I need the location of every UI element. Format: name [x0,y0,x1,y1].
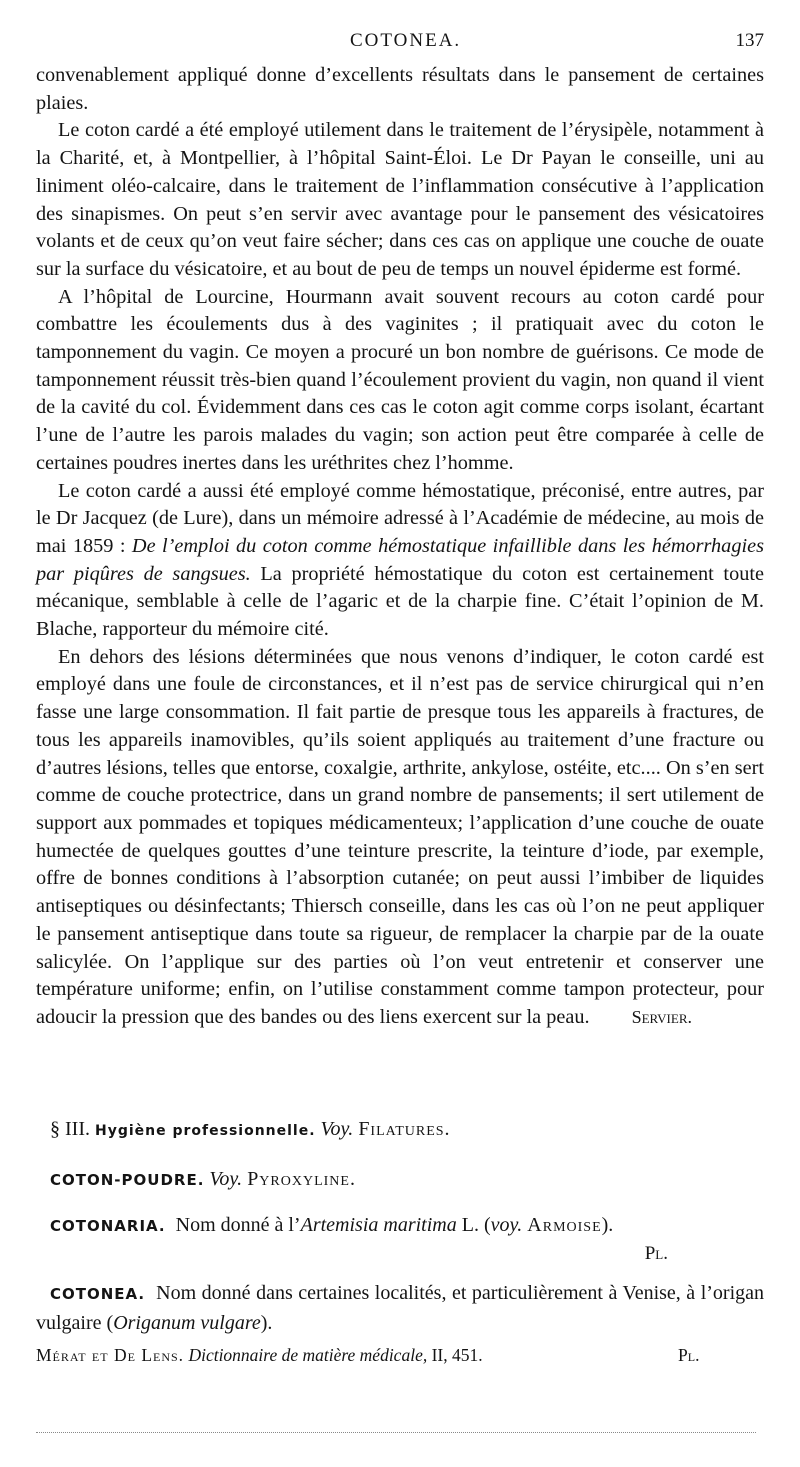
running-title: COTONEA. [350,30,462,51]
cross-reference: Filatures. [358,1118,451,1140]
section-title: Hygiène professionnelle. [94,1123,316,1139]
paragraph-4-intro: Le coton cardé a aussi été employé comme hémostatique, préconisé, entre autres, par le Dr Jacquez (de Lure), dans un mémoire adressé à l’Académie de médecine, au mois de mai 1859 : [36,479,764,557]
author-signature: Servier. [631,1006,692,1027]
paragraph-3: A l’hôpital de Lourcine, Hourmann avait souvent recours au coton cardé pour combattre les écoulements dus à des vaginites ; il pratiquait avec du coton le tamponnement du vagin. Ce moyen a procuré un bon nombre de guérisons. Ce mode de tamponnement réussit très-bien quand l’écoulement provient du vagin, non quand il vient de la cavité du col. Évidemment dans ces cas le coton agit comme corps isolant, écartant l’une de l’autre les parois malades du vagin; son action peut être comparée à celle de certaines poudres inertes dans les uréthrites chez l’homme. [36,285,764,474]
paragraph-2: Le coton cardé a été employé utilement dans le traitement de l’érysipèle, notamment à la Charité, et, à Montpellier, à l’hôpital Saint-Éloi. Le Dr Payan le conseille, uni au liniment oléo-calcaire, dans le traitement de l’inflammation consécutive à l’application des sinapismes. On peut s’en servir avec avantage pour le pansement des vésicatoires volants et de ceux qu’on veut faire sécher; dans ces cas on applique une couche de ouate sur la surface du vésicatoire, et au bout de peu de temps un nouvel épiderme est formé. [36,119,764,280]
entry-cotonea [36,1279,764,1338]
paragraph-5-text: En dehors des lésions déterminées que nous venons d’indiquer, le coton cardé est employé dans une foule de circonstances, et il n’est pas de service chirurgical qui n’en fasse une large consommation. Il fait partie de presque tous les appareils à fractures, de tous les appareils inamovibles, qu’ils soient appliqués au traitement d’une fracture ou d’autres lésions, telles que entorse, coxalgie, arthrite, ankylose, ostéite, etc.... On s’en sert comme de couche protectrice, dans un grand nombre de pansements; il sert utilement de support aux pommades et topiques médicamenteux; l’application d’une couche de ouate humectée de quelques gouttes d’une teinture prescrite, la teinture d’iode, par exemple, offre de bonnes conditions à l’absorption cutanée; on peut aussi l’imbiber de liquides antiseptiques ou désinfectants; Thiersch conseille, dans les cas où l’on ne peut appliquer le pansement antiseptique dans toute sa rigueur, de remplacer la charpie par de la ouate salicylée. On l’applique sur des parties où l’on veut entretenir et conserver une température uniforme; enfin, on l’utilise constamment comme tampon protecteur, pour adoucir la pression que des bandes ou des liens exercent sur la peau. [36,645,764,1028]
page-header [0,30,800,60]
paragraph-5 [36,644,764,1032]
headword: COTON-POUDRE. [50,1171,205,1189]
voy-label: Voy. [320,1118,354,1140]
cross-reference: Armoise [527,1214,602,1236]
bibliography-title: Dictionnaire de matière médicale, [188,1345,428,1365]
definition-text-2: ). [260,1312,273,1334]
section-number: § III. [50,1118,90,1140]
paragraph-4-rest: La propriété hémostatique du coton est certainement toute mécanique, semblable à celle de l’agaric et de la charpie fine. C’était l’opinion de M. Blache, rapporteur du mémoire cité. [36,562,764,641]
headword: COTONARIA. [50,1217,166,1235]
bibliography-authors: Mérat et De Lens. [36,1345,185,1365]
definition-text-3: ). [601,1214,614,1236]
bottom-divider [36,1432,756,1433]
page-number: 137 [735,30,764,51]
headword: COTONEA. [50,1285,146,1303]
definition-text: Nom donné dans certaines localités, et particulièrement à Venise, à l’origan vulgaire ( [36,1282,765,1334]
definition-text: Nom donné à l’ [175,1214,301,1236]
entry-cotonaria [36,1211,764,1268]
voy-label: voy. [490,1214,523,1236]
cross-reference: Pyroxyline. [247,1168,356,1190]
contributor-initials: Pl. [678,1345,700,1365]
taxon-name: Origanum vulgare [113,1312,261,1334]
contributor-initials: Pl. [644,1243,668,1264]
cited-memoir-title: De l’emploi du coton comme hémostatique infaillible dans les hémorrhagies par piqûres de sangsues. [36,534,764,585]
voy-label: Voy. [209,1168,243,1190]
article-body [36,62,764,1032]
definition-text-2: L. ( [456,1214,491,1236]
taxon-name: Artemisia maritima [300,1214,457,1236]
bibliography-reference: II, 451. [431,1345,483,1365]
paragraph-4 [36,478,764,644]
bibliography [36,1343,764,1367]
section-hygiene [36,1115,764,1145]
entry-coton-poudre [36,1165,764,1194]
paragraph-1: convenablement appliqué donne d’excellents résultats dans le pansement de certaines plaies. [36,64,764,114]
